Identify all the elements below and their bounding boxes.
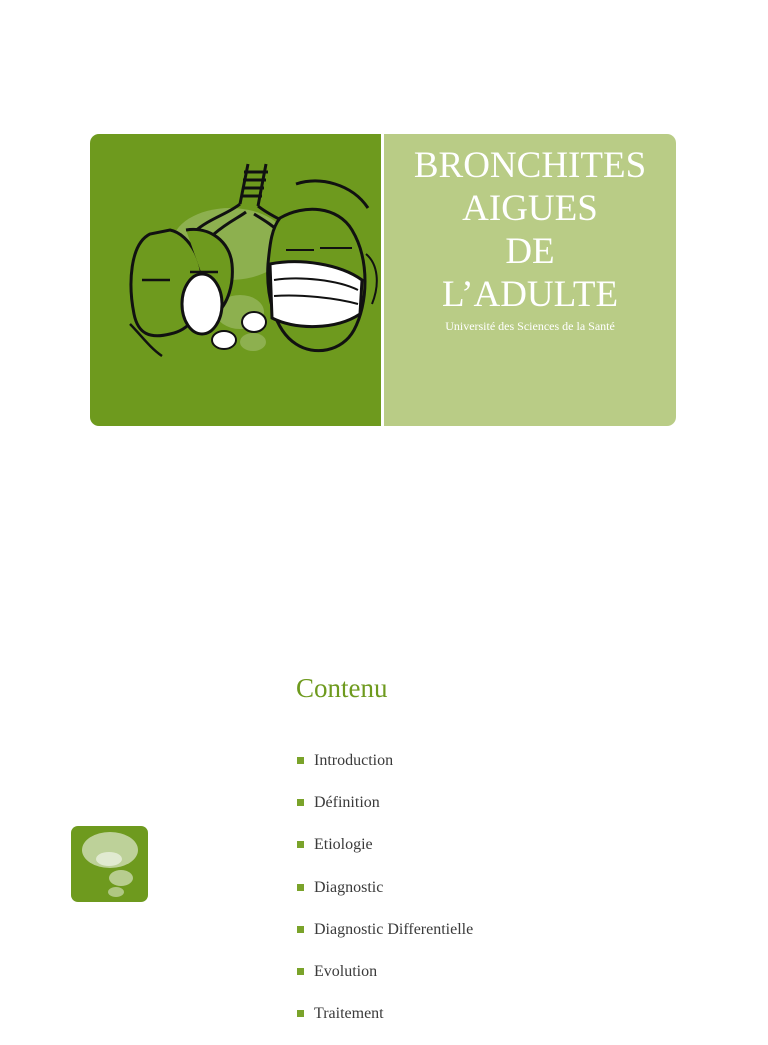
contents-item-diagnostic [297, 877, 473, 919]
contents-item-definition [297, 792, 473, 834]
contents-item-introduction [297, 750, 473, 792]
thought-bubble-icon [71, 826, 148, 902]
contents-item-label: Etiologie [314, 836, 373, 854]
contents-item-label: Diagnostic Differentielle [314, 920, 474, 938]
contents-item-label: Evolution [314, 962, 378, 980]
illustration-panel [90, 134, 381, 426]
contents-item-label: Traitement [314, 1005, 384, 1023]
contents-item-label: Définition [314, 794, 380, 812]
contents-item-etiologie [297, 834, 473, 876]
contents-item-label: Introduction [314, 752, 394, 769]
slide-title-line-4: L’ADULTE [441, 274, 619, 315]
contents-item-traitement [297, 1003, 473, 1045]
contents-item-diagnostic-differentielle [297, 919, 473, 961]
square-bullet-icon [297, 841, 304, 848]
slide-subtitle: Université des Sciences de la Santé [445, 319, 615, 333]
square-bullet-icon [297, 757, 304, 764]
square-bullet-icon [297, 968, 304, 975]
contents-item-label: Diagnostic [314, 878, 384, 896]
square-bullet-icon [297, 799, 304, 806]
coughing-bronchi-illustration-icon [90, 134, 381, 426]
square-bullet-icon [297, 884, 304, 891]
square-bullet-icon [297, 926, 304, 933]
contents-list [297, 750, 473, 1045]
contents-heading: Contenu [296, 673, 388, 703]
slide-title-line-2: AIGUES [462, 188, 598, 229]
title-panel [384, 134, 676, 426]
thought-bubble-tile [71, 826, 148, 902]
contents-item-evolution [297, 961, 473, 1003]
title-slide-card [90, 134, 676, 426]
square-bullet-icon [297, 1010, 304, 1017]
slide-title-line-3: DE [505, 231, 555, 272]
slide-title-line-1: BRONCHITES [413, 145, 647, 186]
